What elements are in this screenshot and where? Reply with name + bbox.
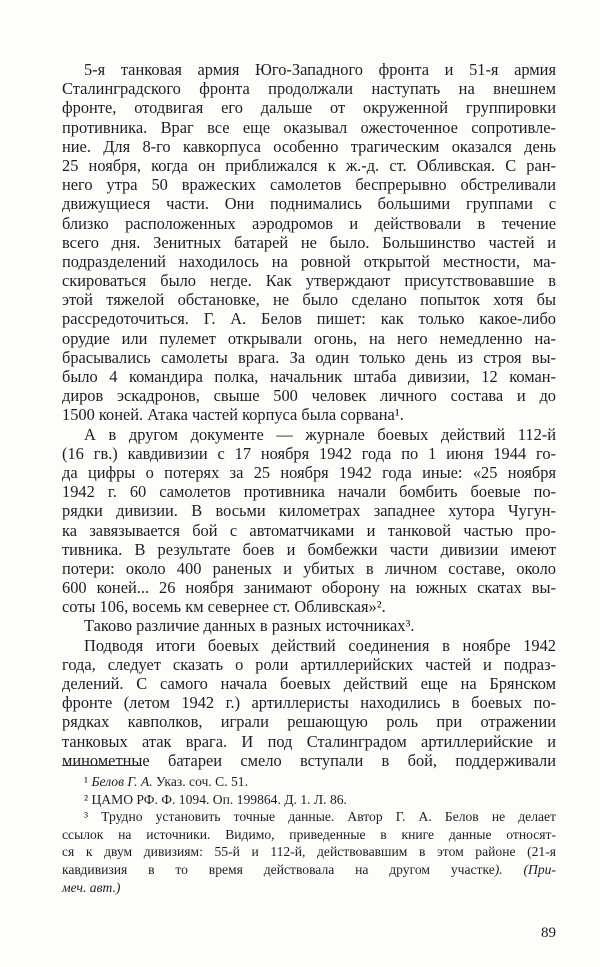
footnote-text: ся к двум дивизиям: 55-й и 112-й, действовавшим в этом районе (21-я [62,844,556,860]
footnote-3 [62,808,556,896]
footnote-line [62,843,556,861]
text-line: минометные батареи смело вступали в бой, поддерживали [62,750,556,770]
footnote-line [62,826,556,844]
body-text [62,60,556,770]
paragraph [62,60,556,425]
footnote-text: кавдивизия в то время действовала на другом участке [62,861,495,877]
footnote-line [62,791,556,809]
footnote-text: ). (При- [494,861,556,877]
text-line: этой тяжелой обстановке, не было сделано попыток хотя бы [62,290,556,310]
paragraph [62,636,556,770]
text-line: ка завязывается бой с автоматчиками и танковой частью про- [62,520,556,540]
footnote-line [62,808,556,826]
text-line: орудие или пулемет открывали огонь, на него немедленно на- [62,328,556,348]
text-line: 25 ноября, когда он приближался к ж.-д. ст. Обливская. С ран- [62,155,556,175]
text-line: брасывались самолеты врага. За один только день из строя вы- [62,347,556,367]
footnote-text: Белов Г. А. [91,774,153,789]
footnote-text: Указ. соч. С. 51. [152,774,249,789]
text-line: скироваться было негде. Как утверждают присутствовавшие в [62,271,556,291]
text-line: потери: около 400 раненых и убитых в личном составе, около [62,558,556,578]
text-line: подразделений находилось на ровной открытой местности, ма- [62,251,556,271]
text-line: диров эскадронов, свыше 500 человек личного состава и до [62,386,556,406]
text-line: рассредоточиться. Г. А. Белов пишет: как только какое-либо [62,309,556,329]
footnote-text: ¹ [84,774,92,789]
text-line: танковых атак врага. И под Сталинградом артиллерийские и [62,731,556,751]
paragraph [62,616,556,635]
footnote-separator [62,765,142,766]
text-line: фронте (летом 1942 г.) артиллеристы находились в боевых по- [62,693,556,713]
footnote-text: ³ Трудно установить точные данные. Автор Г. А. Белов не делает [84,809,556,825]
text-line: А в другом документе — журнале боевых действий 112-й [84,424,556,444]
text-line: противника. Враг все еще оказывал ожесточенное сопротивле- [62,117,556,137]
text-line: 600 коней... 26 ноября занимают оборону на южных скатах вы- [62,578,556,598]
text-line: рядках кавполков, играли решающую роль при отражении [62,712,556,732]
text-line: года, следует сказать о роли артиллерийских частей и подраз- [62,654,556,674]
text-line: Таково различие данных в разных источниках³. [84,616,415,636]
text-line: Подводя итоги боевых действий соединения в ноябре 1942 [84,635,556,655]
text-line: 1942 г. 60 самолетов противника начали бомбить боевые по- [62,482,556,502]
text-line: рядки дивизии. В восьми километрах западнее хутора Чугун- [62,501,556,521]
text-line: тивника. В результате боев и бомбежки части дивизии имеют [62,539,556,559]
page-number: 89 [541,925,556,941]
footnotes [62,773,556,896]
text-line: движущиеся части. Они поднимались большими группами с [62,194,556,214]
text-line: (16 гв.) кавдивизии с 17 ноября 1942 года по 1 июня 1944 го- [62,443,556,463]
text-line: фронте, отодвигая его дальше от окруженной группировки [62,98,556,118]
text-line: 1500 коней. Атака частей корпуса была сорвана¹. [62,405,404,425]
text-line: соты 106, восемь км севернее ст. Обливская»². [62,597,386,617]
text-line: близко расположенных аэродромов и действовали в течение [62,213,556,233]
footnote-2 [62,791,556,809]
footnote-text: меч. авт.) [62,879,121,895]
footnote-line [62,861,556,879]
text-line: него утра 50 вражеских самолетов беспрерывно обстреливали [62,175,556,195]
text-line: 5-я танковая армия Юго-Западного фронта и 51-я армия [84,60,556,79]
text-line: делений. С самого начала боевых действий еще на Брянском [62,674,556,693]
text-line: Сталинградского фронта продолжали наступать на внешнем [62,79,556,99]
text-line: всего дня. Зенитных батарей не было. Большинство частей и [62,232,556,252]
footnote-line [62,773,556,791]
paragraph [62,425,556,617]
footnote-text: ссылок на источники. Видимо, приведенные в книге данные относят- [62,826,556,842]
footnote-line [62,879,556,897]
text-line: было 4 командира полка, начальник штаба дивизии, 12 коман- [62,367,556,386]
text-line: да цифры о потерях за 25 ноября 1942 года иные: «25 ноября [62,462,556,482]
text-line: ние. Для 8-го кавкорпуса особенно трагическим оказался день [62,136,556,156]
footnote-1 [62,773,556,791]
footnote-text: ² ЦАМО РФ. Ф. 1094. Оп. 199864. Д. 1. Л. 86. [84,791,347,807]
